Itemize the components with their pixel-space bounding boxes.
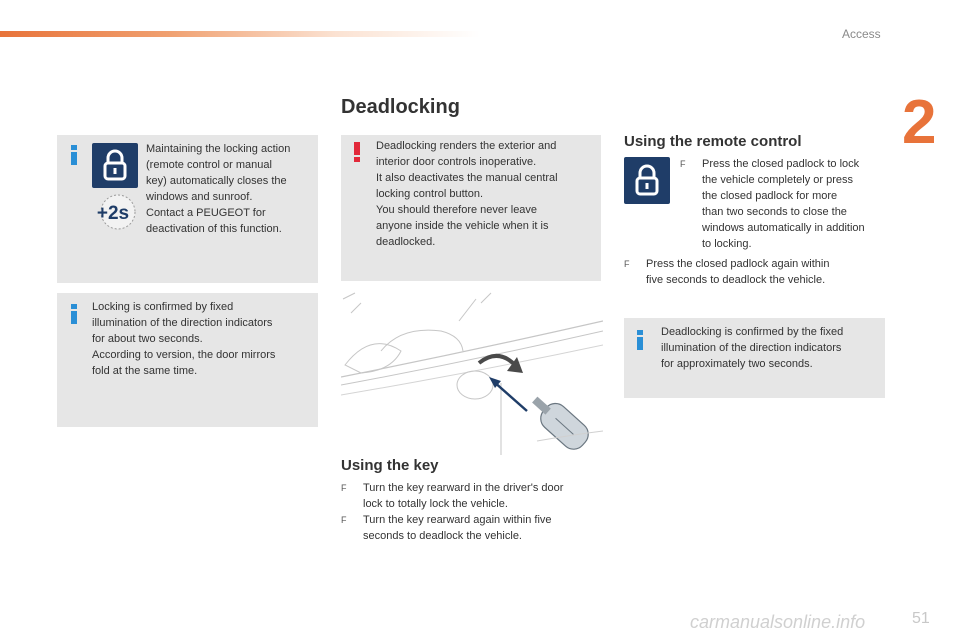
- bullet-checkbox-icon: F: [341, 483, 347, 493]
- text-line: According to version, the door mirrors: [92, 349, 276, 361]
- text-line: seconds to deadlock the vehicle.: [363, 530, 522, 542]
- info-deadlock-text: [661, 324, 843, 372]
- warning-box-deadlocking: [341, 135, 601, 281]
- using-key-title: Using the key: [341, 457, 439, 474]
- text-line: Deadlocking is confirmed by the fixed: [661, 326, 844, 338]
- text-line: Press the closed padlock again within: [646, 258, 830, 270]
- bullet-checkbox-icon: F: [624, 259, 630, 269]
- text-line: illumination of the direction indicators: [661, 342, 842, 354]
- door-key-illustration: [341, 291, 603, 455]
- warning-text: [376, 138, 558, 250]
- text-line: anyone inside the vehicle when it is: [376, 220, 549, 232]
- text-line: the vehicle completely or press: [702, 174, 854, 186]
- two-seconds-badge-icon: [92, 193, 138, 231]
- text-line: interior door controls inoperative.: [376, 156, 537, 168]
- text-line: windows automatically in addition: [702, 222, 865, 234]
- text-line: Maintaining the locking action: [146, 143, 291, 155]
- page-number: 51: [912, 610, 930, 627]
- text-line: Turn the key rearward again within five: [363, 514, 552, 526]
- text-line: Locking is confirmed by fixed: [92, 301, 234, 313]
- info-box-lock-action: [57, 135, 318, 283]
- list-item: [680, 156, 890, 252]
- info-icon: [71, 145, 77, 165]
- remote-instruction-1: [680, 156, 890, 252]
- text-line: (remote control or manual: [146, 159, 272, 171]
- text-line: locking control button.: [376, 188, 484, 200]
- text-line: for approximately two seconds.: [661, 358, 813, 370]
- header-accent-bar: [0, 31, 480, 37]
- watermark: carmanualsonline.info: [690, 612, 866, 632]
- text-line: than two seconds to close the: [702, 206, 847, 218]
- remote-instruction-2: [624, 256, 886, 288]
- text-line: key) automatically closes the: [146, 175, 287, 187]
- text-line: for about two seconds.: [92, 333, 203, 345]
- page-title: Deadlocking: [341, 96, 460, 118]
- bullet-checkbox-icon: F: [680, 159, 686, 169]
- text-line: Contact a PEUGEOT for: [146, 207, 266, 219]
- text-line: the closed padlock for more: [702, 190, 838, 202]
- text-line: Press the closed padlock to lock: [702, 158, 860, 170]
- two-seconds-badge-text: +2s: [96, 203, 130, 224]
- info-confirm-text: [92, 299, 275, 379]
- info-lock-text: [146, 141, 290, 237]
- list-item: [624, 256, 886, 288]
- text-line: lock to totally lock the vehicle.: [363, 498, 508, 510]
- text-line: five seconds to deadlock the vehicle.: [646, 274, 826, 286]
- text-line: to locking.: [702, 238, 752, 250]
- remote-control-title: Using the remote control: [624, 133, 802, 150]
- text-line: fold at the same time.: [92, 365, 198, 377]
- text-line: It also deactivates the manual central: [376, 172, 558, 184]
- using-key-instructions: [341, 480, 603, 544]
- bullet-checkbox-icon: F: [341, 515, 347, 525]
- text-line: deactivation of this function.: [146, 223, 282, 235]
- remote-padlock-icon: [624, 157, 670, 204]
- info-icon: [637, 330, 643, 350]
- text-line: Deadlocking renders the exterior and: [376, 140, 557, 152]
- text-line: deadlocked.: [376, 236, 436, 248]
- list-item: [341, 512, 603, 544]
- text-line: illumination of the direction indicators: [92, 317, 273, 329]
- text-line: windows and sunroof.: [146, 191, 253, 203]
- info-box-locking-confirmed: [57, 293, 318, 427]
- padlock-button-icon: [92, 143, 138, 188]
- warning-icon: [354, 142, 360, 162]
- text-line: You should therefore never leave: [376, 204, 538, 216]
- info-box-deadlocking-confirmed: [624, 318, 885, 398]
- chapter-number: 2: [902, 88, 937, 157]
- section-title: Access: [842, 27, 881, 41]
- list-item: [341, 480, 603, 512]
- text-line: Turn the key rearward in the driver's door: [363, 482, 564, 494]
- info-icon: [71, 304, 77, 324]
